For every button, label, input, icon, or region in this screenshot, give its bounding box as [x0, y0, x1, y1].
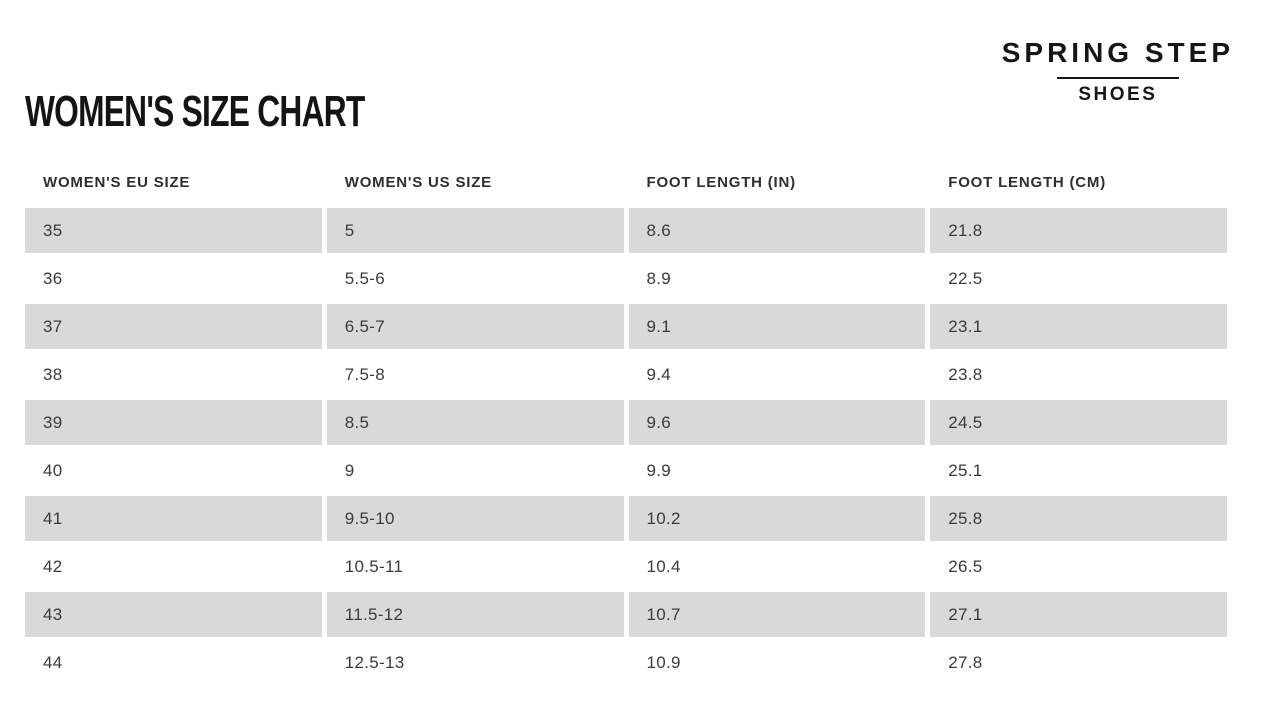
table-cell: 39: [25, 400, 322, 445]
table-cell: 23.1: [930, 304, 1227, 349]
table-cell: 7.5-8: [344, 364, 385, 384]
table-cell: 25.1: [948, 460, 983, 480]
table-cell: 43: [25, 592, 322, 637]
table-cell: 9: [344, 460, 355, 480]
table-cell: 25.8: [930, 496, 1227, 541]
column-header: WOMEN'S US SIZE: [344, 174, 492, 191]
column-header: FOOT LENGTH (IN): [646, 174, 796, 191]
table-cell: 10.7: [629, 592, 926, 637]
table-cell: 5: [327, 208, 624, 253]
table-cell: 9.4: [646, 364, 672, 384]
brand-name: SPRING STEP: [1001, 37, 1234, 68]
table-cell: 9.5-10: [327, 496, 624, 541]
brand-divider: [1057, 77, 1179, 79]
table-cell: 9.6: [629, 400, 926, 445]
table-cell: 37: [25, 304, 322, 349]
table-cell: 24.5: [930, 400, 1227, 445]
table-cell: 10.2: [629, 496, 926, 541]
table-cell: 10.5-11: [344, 556, 404, 576]
size-table: [25, 170, 1227, 685]
column-header: FOOT LENGTH (CM): [948, 174, 1107, 191]
table-cell: 44: [43, 652, 63, 672]
table-cell: 9.9: [646, 460, 672, 480]
column-header: WOMEN'S EU SIZE: [43, 174, 191, 191]
table-cell: 41: [25, 496, 322, 541]
table-cell: 10.9: [646, 652, 681, 672]
table-cell: 21.8: [930, 208, 1227, 253]
table-cell: 8.9: [646, 268, 672, 288]
page-title: WOMEN'S SIZE CHART: [25, 87, 365, 136]
table-cell: 22.5: [948, 268, 983, 288]
brand-logo: [1002, 38, 1234, 106]
table-cell: 35: [25, 208, 322, 253]
table-cell: 6.5-7: [327, 304, 624, 349]
table-cell: 42: [43, 556, 63, 576]
table-cell: 12.5-13: [344, 652, 405, 672]
table-cell: 11.5-12: [327, 592, 624, 637]
table-cell: 23.8: [948, 364, 983, 384]
table-cell: 8.6: [629, 208, 926, 253]
table-cell: 38: [43, 364, 63, 384]
table-cell: 9.1: [629, 304, 926, 349]
table-cell: 8.5: [327, 400, 624, 445]
table-cell: 40: [43, 460, 63, 480]
table-cell: 36: [43, 268, 63, 288]
table-cell: 27.8: [948, 652, 983, 672]
table-cell: 26.5: [948, 556, 983, 576]
table-cell: 27.1: [930, 592, 1227, 637]
table-cell: 5.5-6: [344, 268, 385, 288]
table-cell: 10.4: [646, 556, 681, 576]
brand-tagline: SHOES: [1078, 83, 1158, 105]
